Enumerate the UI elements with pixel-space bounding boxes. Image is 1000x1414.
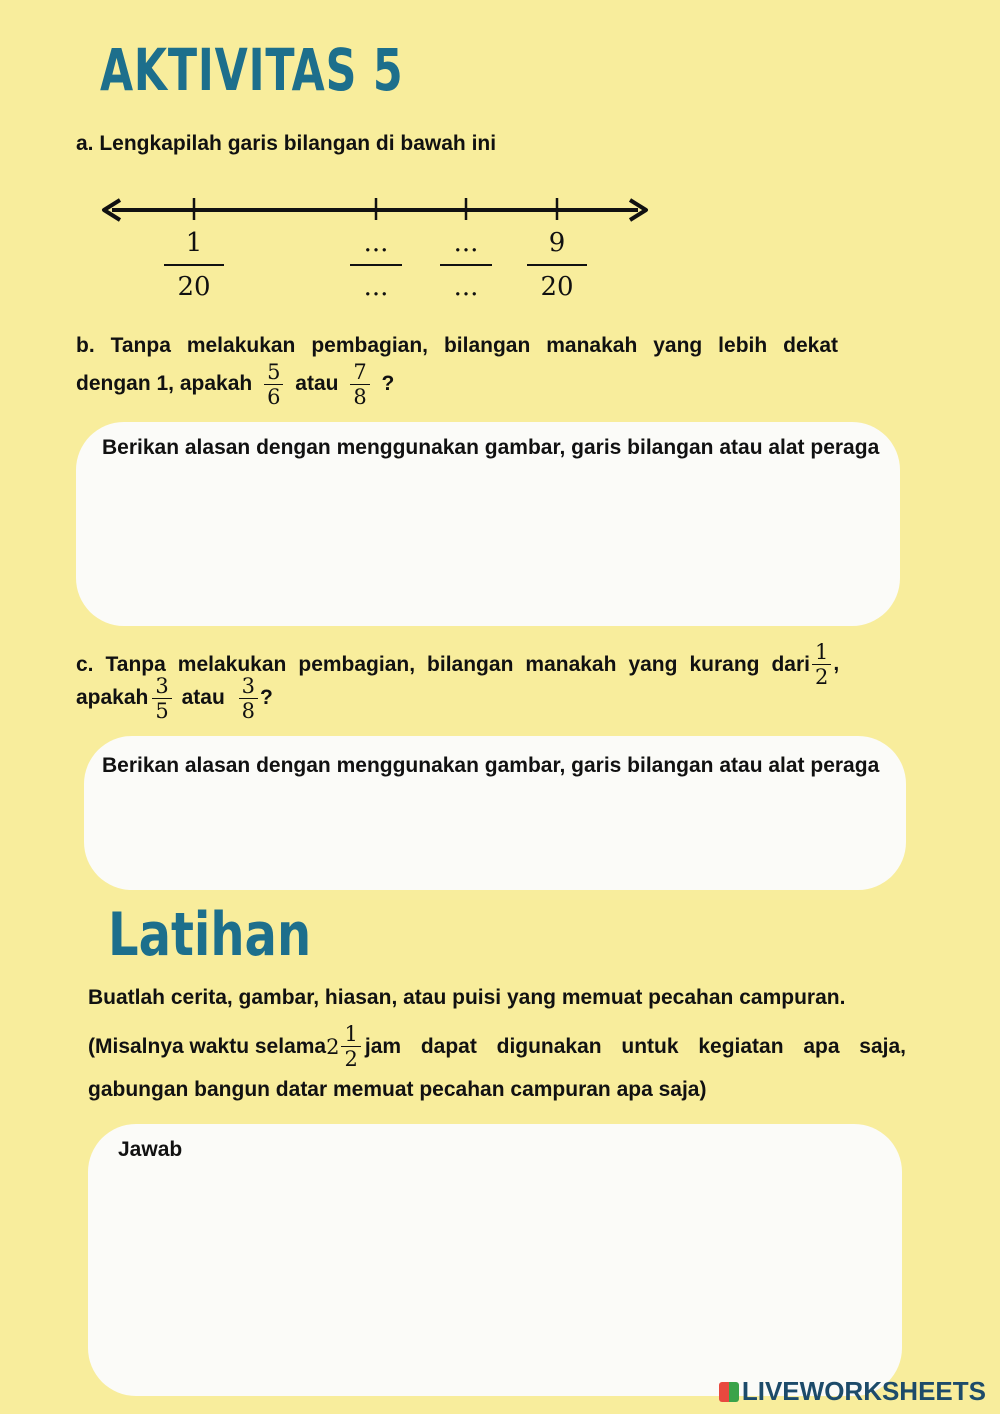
latihan-line1: Buatlah cerita, gambar, hiasan, atau puisi yang memuat pecahan campuran. xyxy=(88,986,846,1009)
number-line-label-1: 1 20 xyxy=(164,228,224,302)
part-b-line1: b. Tanpa melakukan pembagian, bilangan manakah yang lebih dekat xyxy=(76,334,838,357)
page-title: AKTIVITAS 5 xyxy=(100,36,404,104)
fraction-7-8: $\frac{7}{8}$ xyxy=(350,360,369,409)
fraction-5-6: $\frac{5}{6}$ xyxy=(264,360,283,409)
liveworksheets-icon xyxy=(719,1382,739,1402)
part-c-line2: apakah $\frac{3}{5}$ atau $\frac{3}{8}$ ? xyxy=(76,674,273,723)
part-a-instruction: a. Lengkapilah garis bilangan di bawah ini xyxy=(76,132,497,155)
answer-box-latihan[interactable] xyxy=(88,1124,902,1396)
latihan-line3: gabungan bangun datar memuat pecahan campuran apa saja) xyxy=(88,1078,707,1101)
number-line-blank-1[interactable]: ... ... xyxy=(350,228,402,302)
latihan-heading: Latihan xyxy=(108,900,312,970)
answer-label: Jawab xyxy=(118,1138,183,1161)
answer-box-c-label: Berikan alasan dengan menggunakan gambar, garis bilangan atau alat peraga xyxy=(102,754,880,777)
number-line-label-4: 9 20 xyxy=(527,228,587,302)
answer-box-b-label: Berikan alasan dengan menggunakan gambar, garis bilangan atau alat peraga xyxy=(102,436,880,459)
part-b-line2: dengan 1, apakah $\frac{5}{6}$ atau $\frac{7}{8}$ ? xyxy=(76,360,395,409)
liveworksheets-logo: LIVEWORKSHEETS xyxy=(719,1376,986,1407)
answer-box-b[interactable] xyxy=(76,422,900,626)
number-line-blank-2[interactable]: ... ... xyxy=(440,228,492,302)
answer-box-c[interactable] xyxy=(84,736,906,890)
number-line xyxy=(0,190,700,230)
latihan-line2: (Misalnya waktu selama 2 $\frac{1}{2}$ jam dapat digunakan untuk kegiatan apa saja, xyxy=(88,1022,906,1071)
fraction-3-5: $\frac{3}{5}$ xyxy=(152,674,171,723)
mixed-number: 2 $\frac{1}{2}$ xyxy=(326,1022,365,1071)
fraction-3-8: $\frac{3}{8}$ xyxy=(239,674,258,723)
fraction-1-2: $\frac{1}{2}$ xyxy=(812,640,831,689)
part-c-line1: c. Tanpa melakukan pembagian, bilangan manakah yang kurang dari $\frac{1}{2}$ , xyxy=(76,640,840,689)
